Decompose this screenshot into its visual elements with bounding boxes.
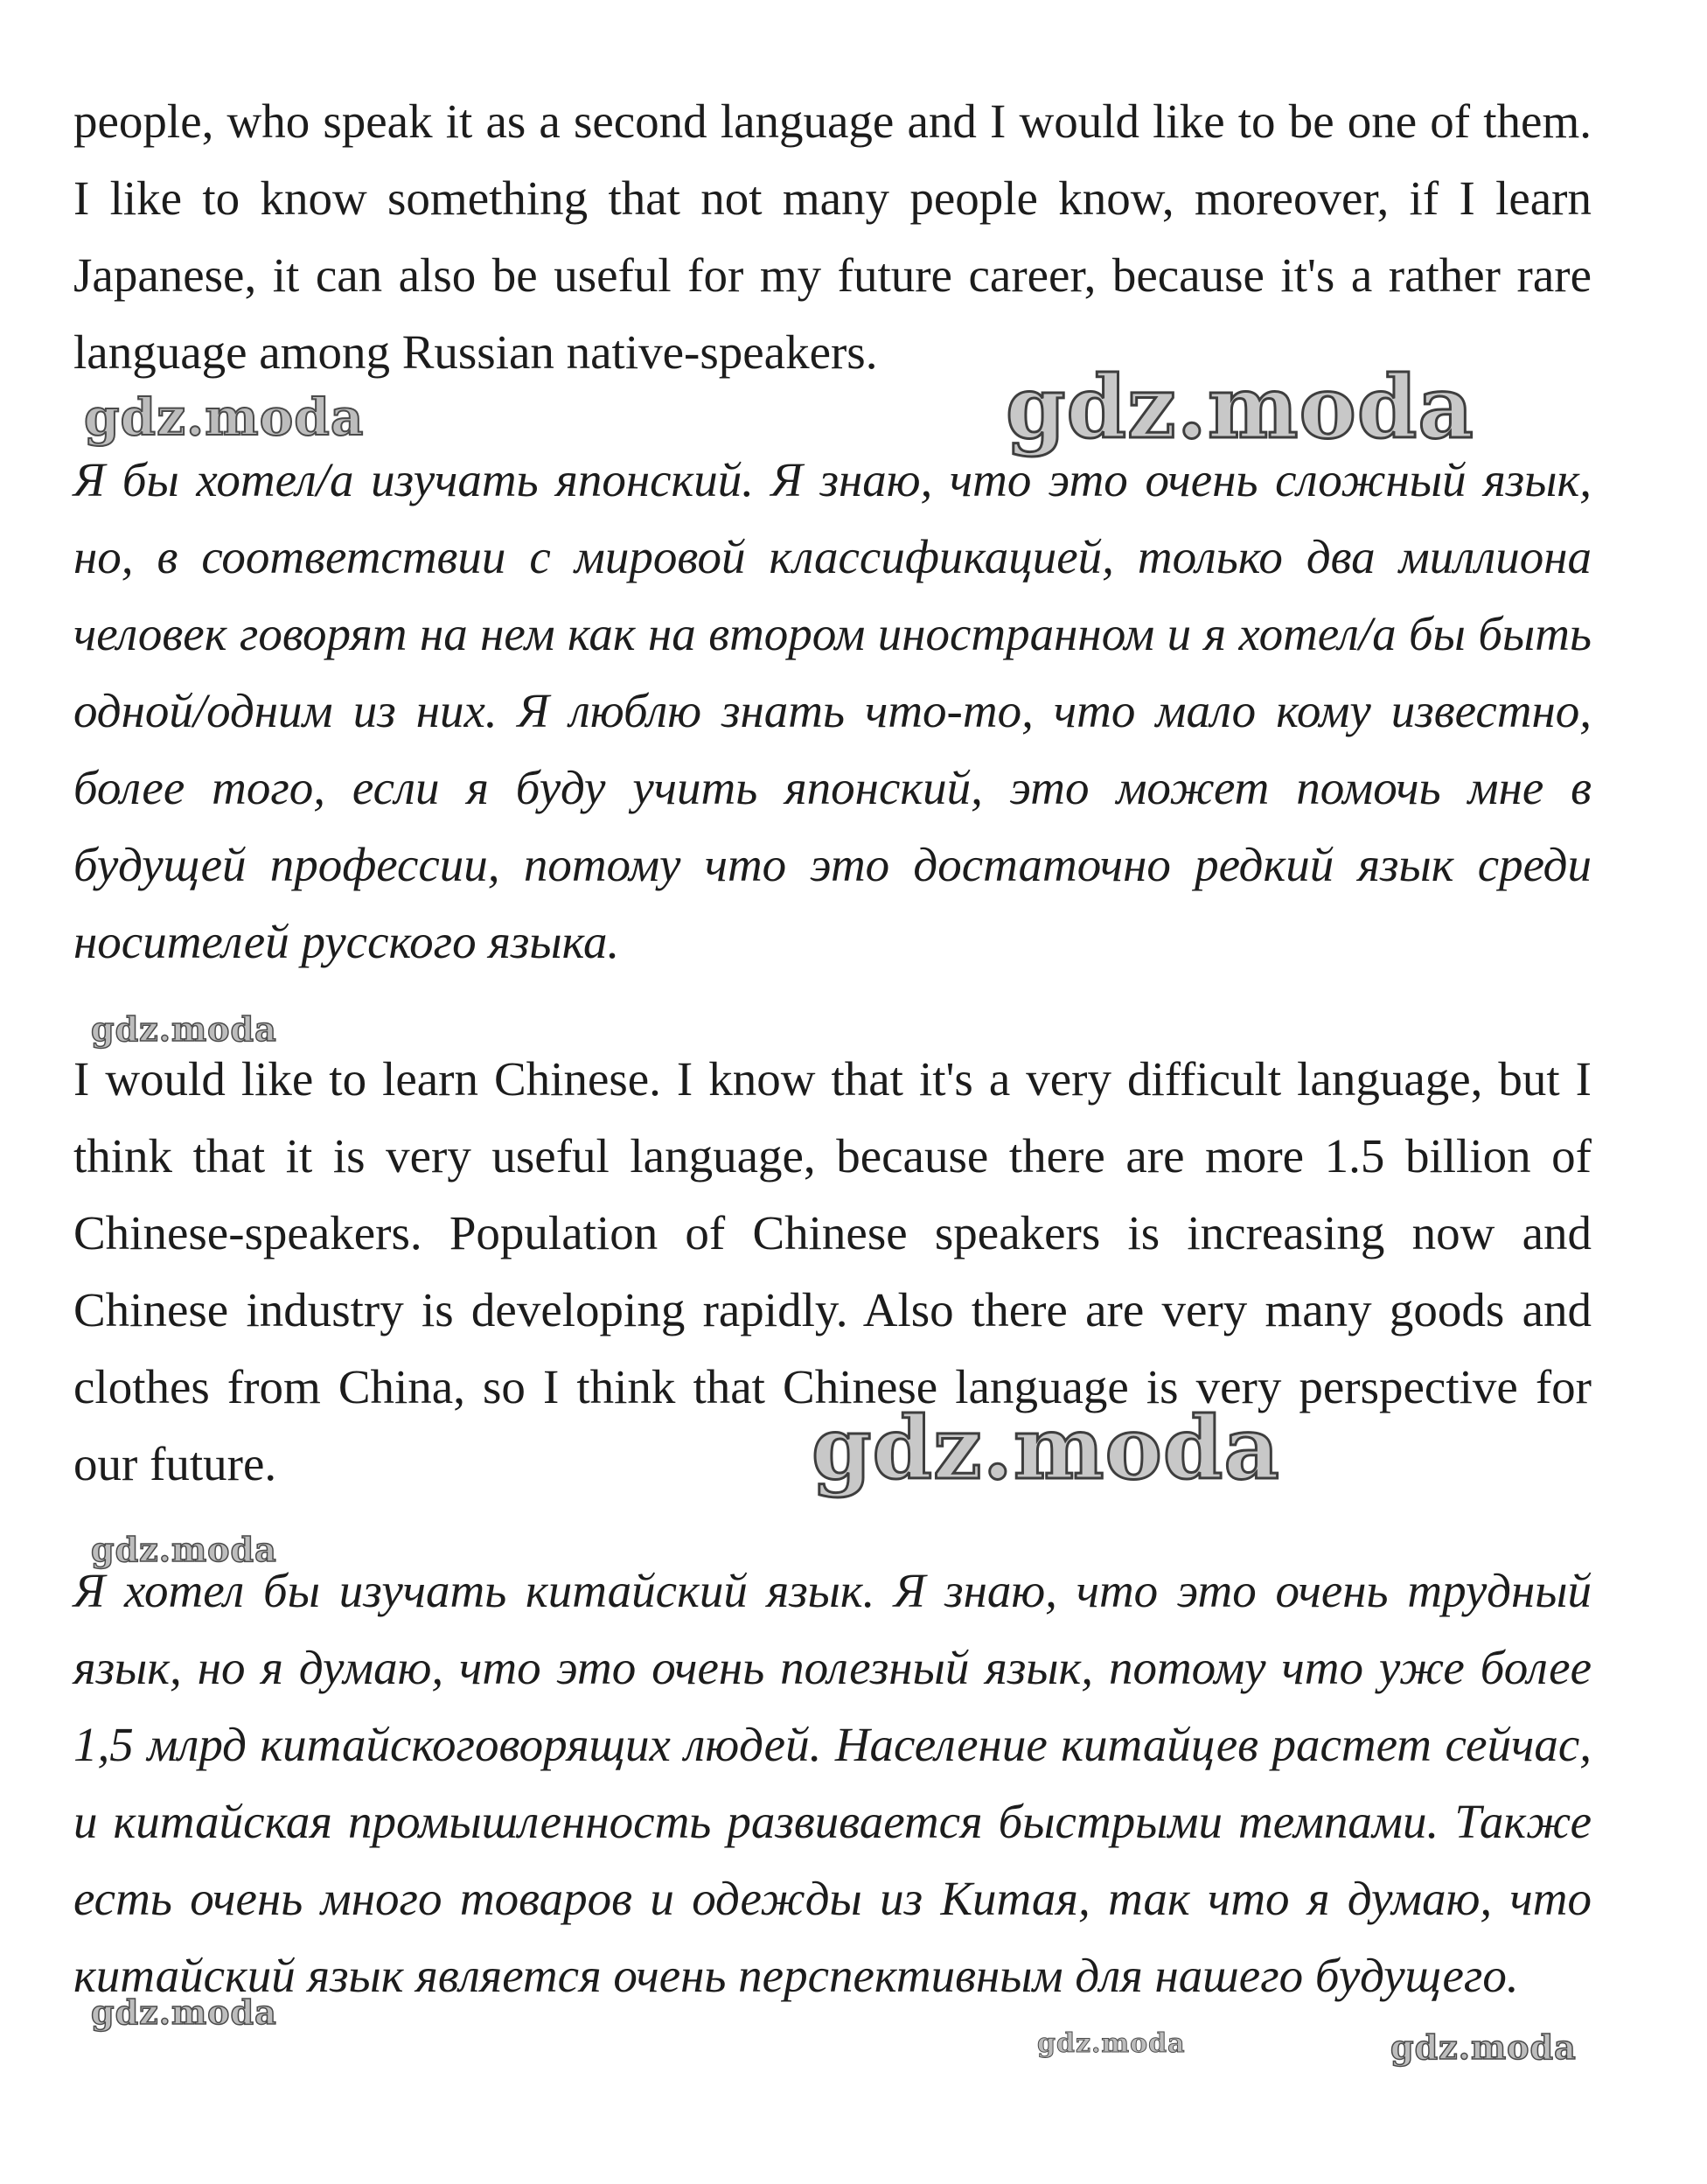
watermark-logo: gdz.moda (1006, 358, 1474, 458)
watermark-logo: gdz.moda (84, 387, 365, 447)
watermark-logo: gdz.moda (812, 1399, 1280, 1499)
paragraph-english-japanese: people, who speak it as a second language and I would like to be one of them. I like to know something that not many people know, moreover, if I learn Japanese, it can also be useful for my future career, because it's a rather rare language among Russian native-speakers. (73, 94, 1592, 379)
watermark-logo: gdz.moda (1037, 2028, 1186, 2059)
watermark-logo: gdz.moda (91, 1009, 277, 1049)
paragraph-russian-japanese: Я бы хотел/а изучать японский. Я знаю, что это очень сложный язык, но, в соответствии с мировой классификацией, только два миллиона человек говорят на нем как на втором иностранном и я хотел/а бы быть одной/одним из них. Я люблю знать что-то, что мало кому известно, более того, если я буду учить японский, это может помочь мне в будущей профессии, потому что это достаточно редкий язык среди носителей русского языка. (73, 453, 1592, 968)
paragraph-russian-chinese: Я хотел бы изучать китайский язык. Я знаю, что это очень трудный язык, но я думаю, что это очень полезный язык, потому что уже более 1,5 млрд китайскоговорящих людей. Население китайцев растет сейчас, и китайская промышленность развивается быстрыми темпами. Также есть очень много товаров и одежды из Китая, так что я думаю, что китайский язык является очень перспективным для нашего будущего. (73, 1564, 1592, 2002)
paragraph-english-chinese: I would like to learn Chinese. I know that it's a very difficult language, but I think that it is very useful language, because there are more 1.5 billion of Chinese-speakers. Population of Chinese speakers is increasing now and Chinese industry is developing rapidly. Also there are very many goods and clothes from China, so I think that Chinese language is very perspective for our future. (73, 1052, 1592, 1490)
watermark-logo: gdz.moda (1390, 2027, 1577, 2067)
watermark-logo: gdz.moda (91, 1530, 277, 1569)
watermark-logo: gdz.moda (91, 1992, 277, 2032)
